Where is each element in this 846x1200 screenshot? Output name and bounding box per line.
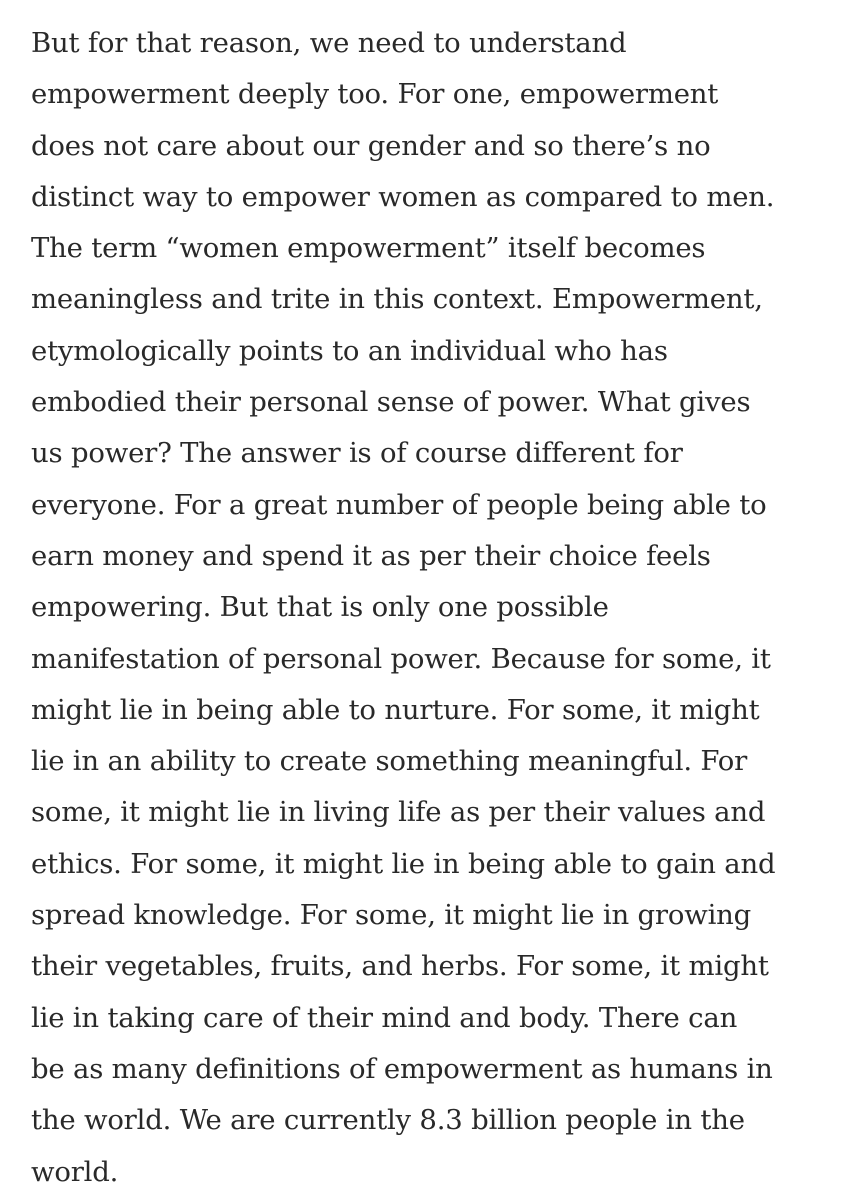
paragraph-line: the world. We are currently 8.3 billion people in the (31, 1104, 745, 1137)
paragraph-line: The term “women empowerment” itself becomes (31, 232, 706, 265)
paragraph-line: ethics. For some, it might lie in being able to gain and (31, 847, 776, 880)
paragraph-line: does not care about our gender and so there’s no (31, 129, 711, 162)
paragraph-line: But for that reason, we need to understand (31, 27, 627, 59)
paragraph-line: empowerment deeply too. For one, empowerment (31, 78, 719, 111)
paragraph-line: etymologically points to an individual who has (31, 334, 668, 367)
article-paragraph (31, 18, 831, 1198)
paragraph-line: might lie in being able to nurture. For some, it might (31, 693, 760, 726)
paragraph-line: embodied their personal sense of power. What gives (31, 386, 751, 419)
paragraph-line: world. (31, 1155, 119, 1188)
paragraph-line: spread knowledge. For some, it might lie in growing (31, 899, 752, 932)
paragraph-line: be as many definitions of empowerment as humans in (31, 1052, 773, 1085)
paragraph-line: meaningless and trite in this context. Empowerment, (31, 283, 763, 316)
paragraph-line: lie in taking care of their mind and body. There can (31, 1001, 738, 1034)
paragraph-line: us power? The answer is of course different for (31, 437, 683, 470)
paragraph-line: distinct way to empower women as compared to men. (31, 180, 775, 213)
paragraph-line: lie in an ability to create something meaningful. For (31, 745, 748, 778)
paragraph-line: earn money and spend it as per their choice feels (31, 539, 711, 572)
paragraph-line: some, it might lie in living life as per their values and (31, 796, 766, 829)
paragraph-line: empowering. But that is only one possible (31, 591, 609, 624)
paragraph-line: their vegetables, fruits, and herbs. For some, it might (31, 950, 769, 983)
paragraph-line: everyone. For a great number of people being able to (31, 488, 767, 521)
paragraph-line: manifestation of personal power. Because for some, it (31, 642, 771, 675)
